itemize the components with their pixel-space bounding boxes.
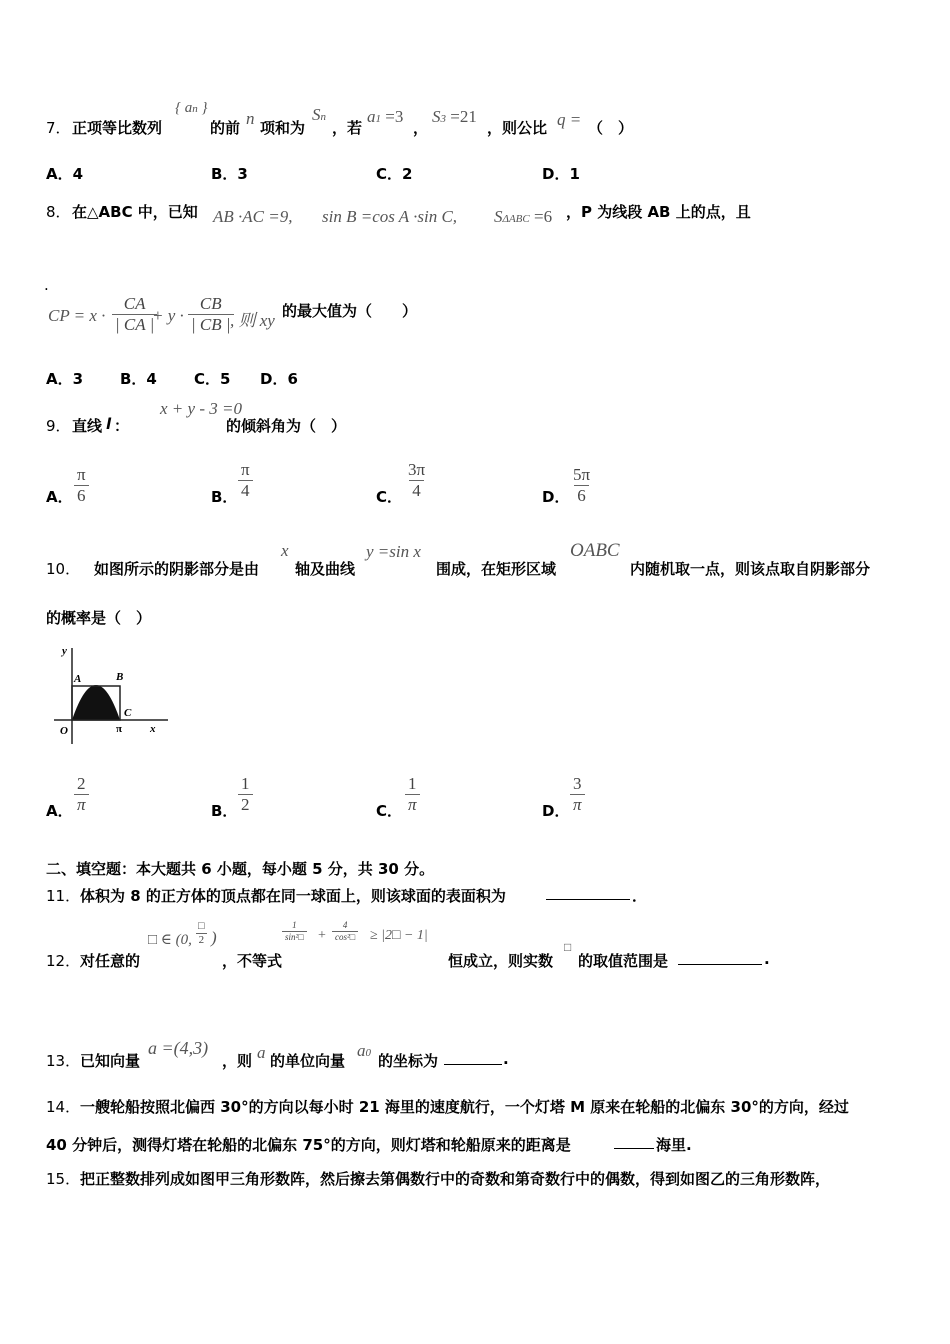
fig-label-y: y [62,645,67,657]
q7-number: 7． [46,119,71,137]
q7-option-d[interactable]: D．1 [542,165,580,183]
q7-seq: { an } [175,100,208,116]
q10-curve: y =sin x [366,542,421,561]
q12-ineq-rest: ≥ |2□ − 1| [370,928,428,943]
q10-text-4: 内随机取一点，则该点取自阴影部分 [630,560,871,578]
q9-text-1: 直线 [72,417,103,435]
q9-option-c[interactable]: C． [376,488,403,506]
q11-answer-blank[interactable] [546,885,630,900]
fig-label-b: B [116,671,124,683]
q10-text-2: 轴及曲线 [295,560,356,578]
q10-option-a[interactable]: A． [46,802,73,820]
q13-vector: a =(4,3) [148,1038,209,1058]
q7-S3: S3 =21 [432,107,477,126]
q13-number: 13． [46,1052,81,1070]
q13-text-3: 的单位向量 [270,1052,346,1070]
q14-line-2a: 40 分钟后，测得灯塔在轮船的北偏东 75°的方向，则灯塔和轮船原来的距离是 [46,1136,571,1154]
q9-equation: x + y - 3 =0 [160,399,242,418]
q7-option-c[interactable]: C．2 [376,165,413,183]
q10-text-3: 围成，在矩形区域 [436,560,557,578]
q8-cp: CP = x · [48,306,106,325]
q13-answer-blank[interactable] [444,1050,502,1065]
q12-end: . [764,950,770,968]
q8-cond-1: AB ·AC =9, [213,207,293,226]
q9-option-b-fraction: $\frac{\pi}{4}$ [238,460,253,501]
q13-end: . [503,1050,509,1068]
q12-ineq-plus: + [318,928,326,943]
q7-text-3: 项和为 [260,119,306,137]
q12-text-2: ，不等式 [222,952,283,970]
fig-label-a: A [74,673,82,685]
q7-option-a[interactable]: A．4 [46,165,84,183]
q14-line-1: 一艘轮船按照北偏西 30°的方向以每小时 21 海里的速度航行，一个灯塔 M 原来在轮船的北偏东 30°的方向，经过 [80,1098,849,1116]
q9-text-2: 的倾斜角为（ ） [226,417,347,435]
q12-cond-fraction: □ 2 [195,920,208,947]
q10-option-b[interactable]: B． [211,802,238,820]
q12-cond-close: ) [211,928,217,947]
q14-number: 14． [46,1098,81,1116]
q11-end: ． [632,887,648,905]
q7-option-b[interactable]: B．3 [211,165,248,183]
q8-cond-3: SΔABC =6 [494,207,553,226]
fig-label-x: x [150,723,156,735]
q8-ca-fraction: $\frac{CA}{| CA |}$ [112,294,157,335]
q12-text-3: 恒成立，则实数 [448,952,554,970]
q11-number: 11． [46,887,81,905]
q7-paren: （ ） [588,119,634,137]
fig-label-c: C [124,707,132,719]
q12-ineq-fraction-2: $\frac{4}{\text{cos²□}}$ [332,920,358,943]
q10-x: x [281,541,289,560]
q13-text-1: 已知向量 [80,1052,141,1070]
q8-tail: , 则 xy [230,311,275,330]
q8-option-c[interactable]: C．5 [194,370,231,388]
q7-text-4: ，若 [332,119,363,137]
q10-figure [46,640,174,748]
q8-text-3: 的最大值为（ ） [282,302,418,320]
q10-number: 10． [46,560,81,578]
q12-ineq-fraction-1: $\frac{1}{\text{sin²□}}$ [282,920,307,943]
q9-colon: ： [114,417,130,435]
q7-a1: a1 =3 [367,107,404,126]
q7-q: q = [557,110,582,129]
q8-plus: + y · [152,306,184,325]
q10-option-d-fraction: $\frac{3}{\pi}$ [570,774,585,815]
q14-answer-blank[interactable] [614,1134,654,1149]
q8-option-d[interactable]: D．6 [260,370,298,388]
q8-cb-fraction: $\frac{CB}{| CB |}$ [188,294,234,335]
q10-text-5: 的概率是（ ） [46,609,152,627]
q9-option-d-fraction: $\frac{5\pi}{6}$ [573,465,591,505]
q9-option-b[interactable]: B． [211,488,238,506]
q7-text-2: 的前 [210,119,241,137]
q7-text-5: ，则公比 [487,119,548,137]
q7-comma: ， [413,119,429,137]
q12-var: □ [564,940,572,954]
q9-option-a-fraction: $\frac{\pi}{6}$ [74,465,89,506]
q9-l: l [106,415,112,433]
q8-option-a[interactable]: A．3 [46,370,84,388]
q12-text-4: 的取值范围是 [578,952,669,970]
q10-option-c[interactable]: C． [376,802,403,820]
fig-label-o: O [60,725,68,737]
q11-text: 体积为 8 的正方体的顶点都在同一球面上，则该球面的表面积为 [80,887,506,905]
fig-label-pi: π [116,723,123,735]
q7-S: Sn [312,105,326,124]
q15-line-1: 把正整数排列成如图甲三角形数阵，然后擦去第偶数行中的奇数和第奇数行中的偶数，得到如图乙的三角形数阵， [80,1170,831,1188]
q8-option-b[interactable]: B．4 [120,370,157,388]
section-2-title: 二、填空题：本大题共 6 小题，每小题 5 分，共 30 分。 [46,860,435,878]
q7-text-1: 正项等比数列 [72,119,163,137]
q9-number: 9． [46,417,71,435]
q10-text-1: 如图所示的阴影部分是由 [94,560,260,578]
q9-option-a[interactable]: A． [46,488,73,506]
shaded-region [72,685,120,720]
q8-text-2: ，P 为线段 AB 上的点，且 [566,203,751,221]
q10-option-c-fraction: $\frac{1}{\pi}$ [405,774,420,815]
q12-answer-blank[interactable] [678,950,762,965]
q12-number: 12． [46,952,81,970]
q9-option-d[interactable]: D． [542,488,570,506]
q8-cond-2: sin B =cos A ·sin C, [322,207,458,226]
q7-n: n [246,109,255,128]
q8-dot: . [44,276,49,294]
q8-number: 8． [46,203,71,221]
q10-option-b-fraction: $\frac{1}{2}$ [238,774,253,815]
q10-region: OABC [570,540,620,561]
q13-a0: a0 [357,1041,371,1060]
q9-option-c-fraction: $\frac{3\pi}{4}$ [408,460,426,500]
q13-a: a [257,1043,266,1062]
q8-text-1: 在△ABC 中，已知 [72,203,198,221]
q12-cond: □ ∈ (0, [148,932,192,948]
q14-line-2b: 海里. [656,1136,692,1154]
q15-number: 15． [46,1170,81,1188]
q12-text-1: 对任意的 [80,952,141,970]
q13-text-2: ，则 [222,1052,253,1070]
q13-text-4: 的坐标为 [378,1052,439,1070]
q10-option-a-fraction: $\frac{2}{\pi}$ [74,774,89,815]
q10-option-d[interactable]: D． [542,802,570,820]
